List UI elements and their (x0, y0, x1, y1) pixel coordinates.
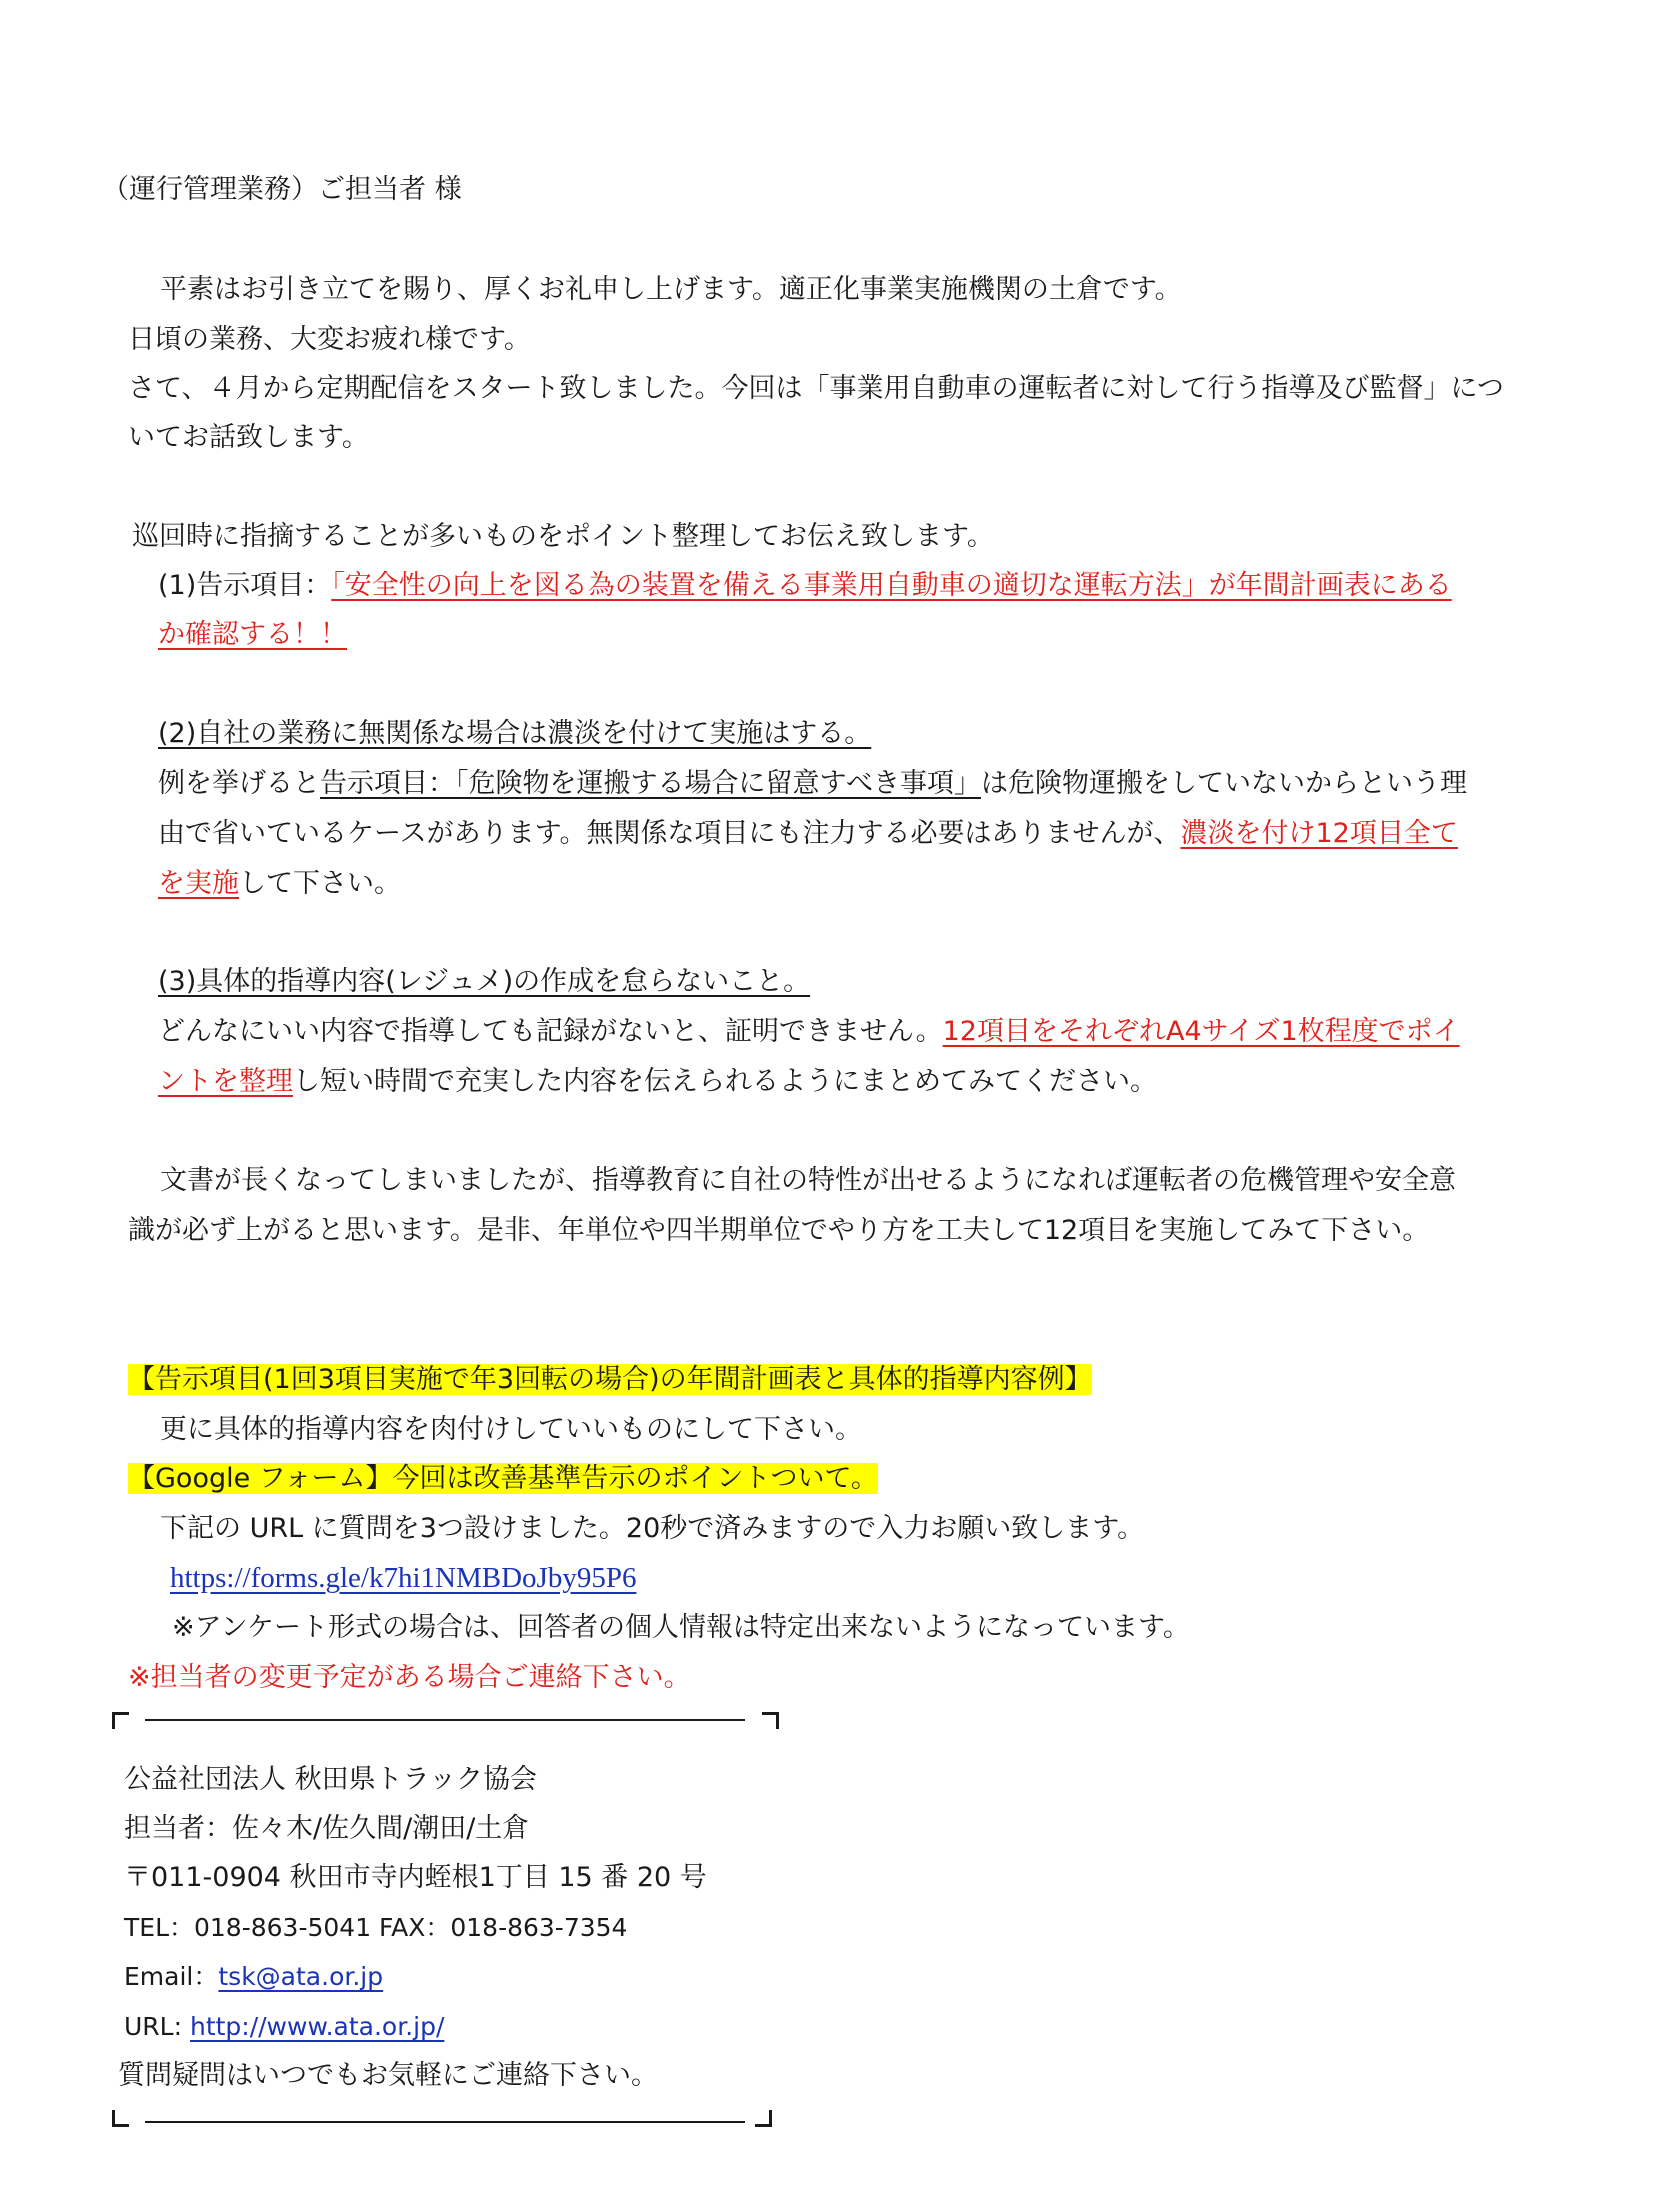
anonymity-note: ※アンケート形式の場合は、回答者の個人情報は特定出来ないようになっています。 (172, 1612, 1190, 1643)
intro-line-4: いてお話致します。 (128, 422, 369, 453)
attachment-2-title (128, 1459, 878, 1499)
point-3-line-1 (158, 1012, 1460, 1052)
contact-staff: 担当者：佐々木/佐久間/潮田/土倉 (124, 1813, 530, 1844)
point-2-emphasis: 濃淡を付け12項目全て (1180, 818, 1458, 849)
intro-line-2: 日頃の業務、大変お疲れ様です。 (128, 324, 531, 355)
contact-address: 〒011-0904 秋田市寺内蛭根1丁目 15 番 20 号 (124, 1862, 707, 1893)
point-2-line-2 (158, 814, 1458, 854)
point-1 (158, 566, 1452, 606)
point-2-line-3-post: して下さい。 (239, 868, 401, 899)
frame-corner-top-left (112, 1712, 129, 1729)
contact-url-label: URL: (124, 2012, 190, 2041)
point-2-line-1-post: は危険物運搬をしていないからという理 (980, 768, 1467, 799)
salutation: （運行管理業務）ご担当者 様 (102, 174, 462, 205)
google-form-link[interactable]: https://forms.gle/k7hi1NMBDoJby95P6 (170, 1562, 637, 1594)
point-2-line-3 (158, 864, 401, 904)
contact-email-link[interactable]: tsk@ata.or.jp (218, 1962, 384, 1991)
contact-change-note: ※担当者の変更予定がある場合ご連絡下さい。 (128, 1662, 691, 1693)
point-2-heading: (2)自社の業務に無関係な場合は濃淡を付けて実施はする。 (158, 718, 872, 749)
point-3-line-2 (158, 1062, 1157, 1102)
point-3-line-1-pre: どんなにいい内容で指導しても記録がないと、証明できません。 (158, 1016, 943, 1047)
closing-line-2: 識が必ず上がると思います。是非、年単位や四半期単位でやり方を工夫して12項目を実施してみて下さい。 (128, 1215, 1430, 1246)
contact-email-row (124, 1957, 383, 1997)
point-3-heading: (3)具体的指導内容(レジュメ)の作成を怠らないこと。 (158, 966, 811, 997)
point-2-line-1-pre: 例を挙げると (158, 768, 320, 799)
point-1-label: (1)告示項目： (158, 570, 332, 601)
point-2-emphasis-cont: を実施 (158, 868, 239, 899)
google-form-link-row (170, 1558, 636, 1598)
attachment-2-desc: 下記の URL に質問を3つ設けました。20秒で済みますので入力お願い致します。 (160, 1513, 1145, 1544)
intro-line-1: 平素はお引き立てを賜り、厚くお礼申し上げます。適正化事業実施機関の土倉です。 (160, 274, 1182, 305)
intro-line-3: さて、４月から定期配信をスタート致しました。今回は「事業用自動車の運転者に対して行う指導及び監督」につ (128, 373, 1504, 404)
point-3-line-2-post: し短い時間で充実した内容を伝えられるようにまとめてみてください。 (293, 1066, 1157, 1097)
attachment-1-desc: 更に具体的指導内容を肉付けしていいものにして下さい。 (160, 1414, 862, 1445)
point-2-line-1 (158, 764, 1467, 804)
attachment-2-title-text: 【Google フォーム】今回は改善基準告示のポイントついて。 (128, 1463, 878, 1494)
contact-url-row (124, 2007, 444, 2047)
contact-tel-fax: TEL：018-863-5041 FAX：018-863-7354 (124, 1913, 628, 1942)
attachment-1-title (128, 1360, 1092, 1400)
frame-corner-top-right (762, 1712, 779, 1729)
contact-org: 公益社団法人 秋田県トラック協会 (124, 1764, 538, 1795)
contact-url-link[interactable]: http://www.ata.or.jp/ (189, 2012, 445, 2041)
point-1-emphasis: 「安全性の向上を図る為の装置を備える事業用自動車の適切な運転方法」が年間計画表にある (331, 570, 1452, 601)
frame-rule-bottom (145, 2121, 745, 2123)
point-1-emphasis-cont: か確認する！！ (158, 619, 347, 650)
attachment-1-title-text: 【告示項目(1回3項目実施で年3回転の場合)の年間計画表と具体的指導内容例】 (128, 1364, 1092, 1395)
contact-email-label: Email： (124, 1962, 219, 1991)
contact-footer: 質問疑問はいつでもお気軽にご連絡下さい。 (118, 2060, 658, 2091)
closing-line-1: 文書が長くなってしまいましたが、指導教育に自社の特性が出せるようになれば運転者の危機管理や安全意 (160, 1165, 1456, 1196)
frame-corner-bottom-left (112, 2110, 129, 2127)
point-2-line-2-pre: 由で省いているケースがあります。無関係な項目にも注力する必要はありませんが、 (158, 818, 1181, 849)
point-3-emphasis-cont: ントを整理 (158, 1066, 293, 1097)
frame-rule-top (145, 1719, 745, 1721)
frame-corner-bottom-right (755, 2110, 772, 2127)
points-intro: 巡回時に指摘することが多いものをポイント整理してお伝え致します。 (132, 521, 994, 552)
point-3-emphasis: 12項目をそれぞれA4サイズ1枚程度でポイ (942, 1016, 1460, 1047)
point-2-example: 告示項目：「危険物を運搬する場合に留意すべき事項」 (320, 768, 981, 799)
